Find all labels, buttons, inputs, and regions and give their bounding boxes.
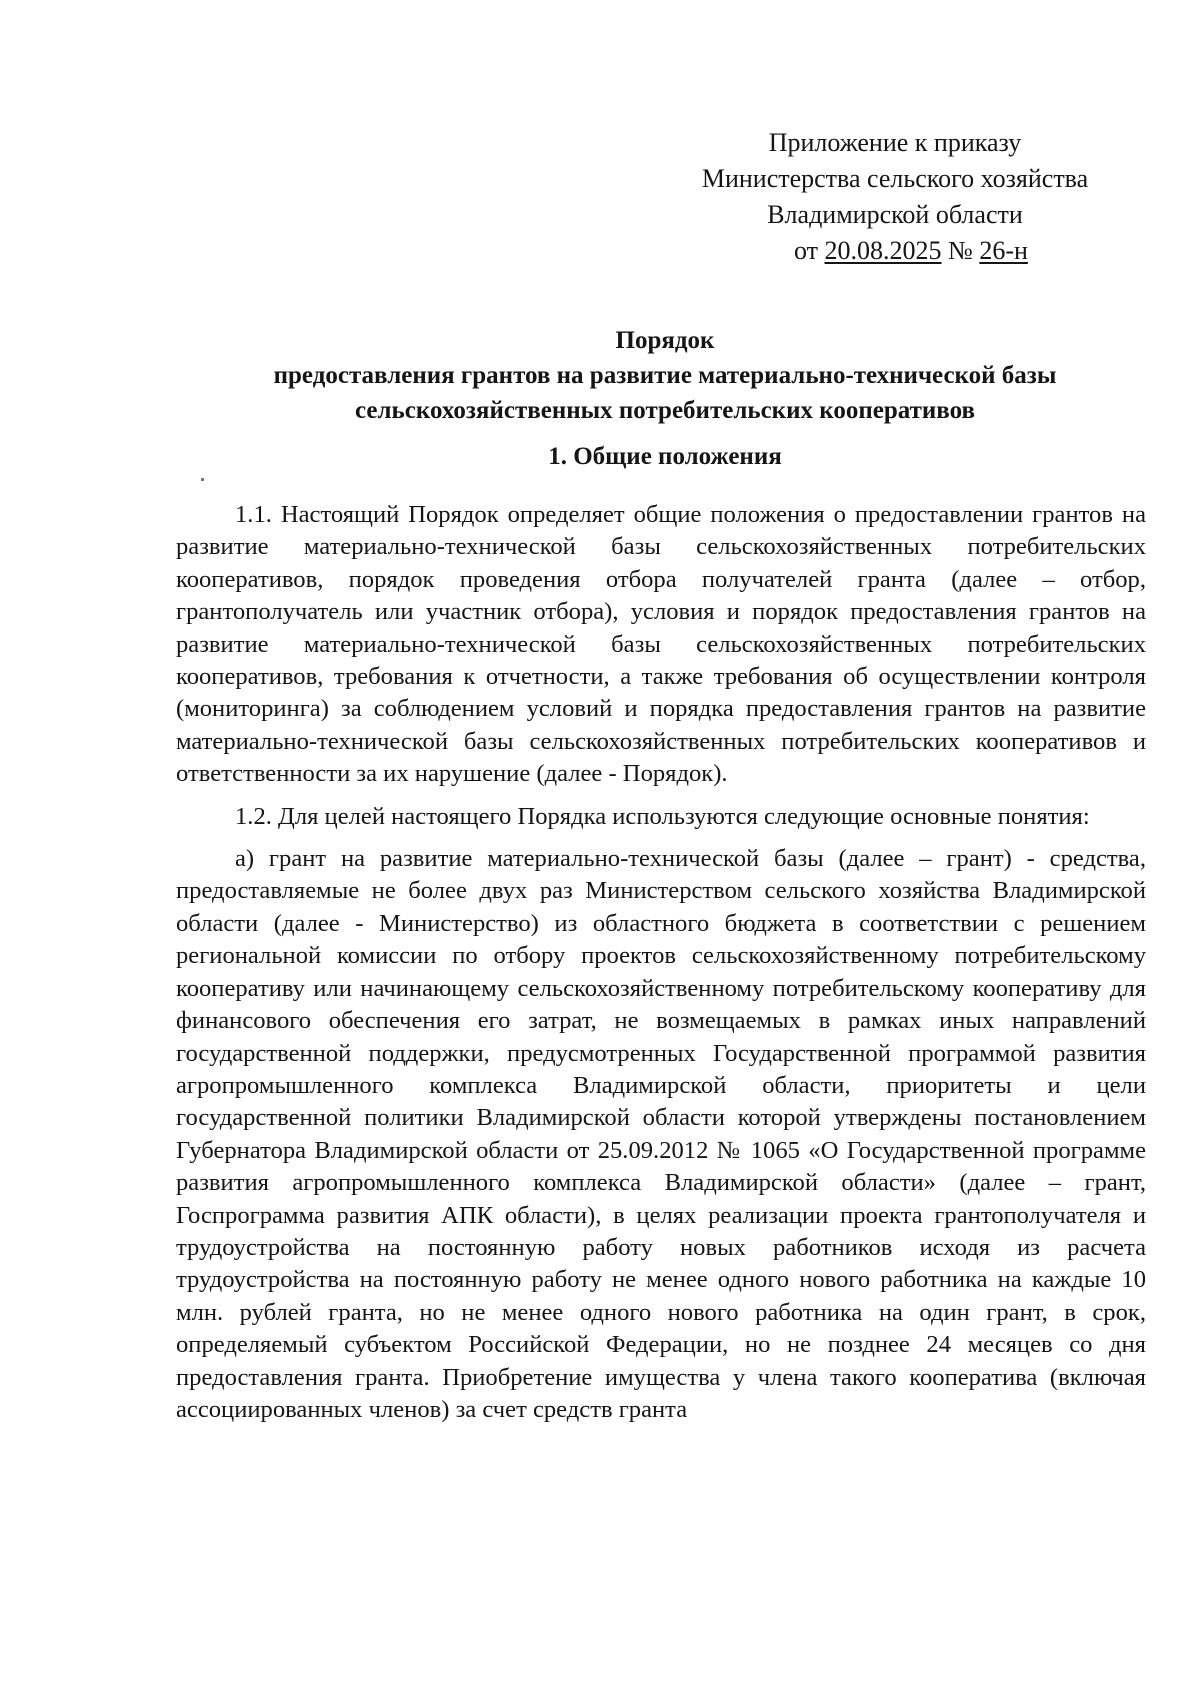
approval-order-line xyxy=(794,234,1028,268)
document-body xyxy=(176,499,1146,1436)
approval-line-1: Приложение к приказу xyxy=(768,128,1022,157)
document-title: Порядок xyxy=(615,327,715,354)
section-heading: 1. Общие положения xyxy=(548,443,782,470)
document-subtitle-line-1: предоставления грантов на развитие материально-технической базы xyxy=(273,362,1057,389)
paragraph-1-2: 1.2. Для целей настоящего Порядка используются следующие основные понятия: xyxy=(235,802,1090,830)
document-subtitle-line-2: сельскохозяйственных потребительских кооперативов xyxy=(355,397,975,424)
order-prefix: от xyxy=(794,236,819,265)
order-number: 26-н xyxy=(979,236,1028,265)
document-title-block xyxy=(180,323,1150,428)
paragraph-definition-a: а) грант на развитие материально-технической базы (далее – грант) - средства, предоставляемые не более двух раз Министерством сельского хозяйства Владимирской области (далее - Министерство) из областного бюджета в соответствии с решением региональной комиссии по отбору проектов сельскохозяйственному потребительскому кооперативу или начинающему сельскохозяйственному потребительскому кооперативу для финансового обеспечения его затрат, не возмещаемых в рамках иных направлений государственной поддержки, предусмотренных Государственной программой развития агропромышленного комплекса Владимирской области, приоритеты и цели государственной политики Владимирской области которой утверждены постановлением Губернатора Владимирской области от 25.09.2012 № 1065 «О Государственной программе развития агропромышленного комплекса Владимирской области» (далее – грант, Госпрограмма развития АПК области), в целях реализации проекта грантополучателя и трудоустройства на постоянную работу новых работников исходя из расчета трудоустройства на постоянную работу не менее одного нового работника на каждые 10 млн. рублей гранта, но не менее одного нового работника на один грант, в срок, определяемый субъектом Российской Федерации, но не позднее 24 месяцев со дня предоставления гранта. Приобретение имущества у члена такого кооператива (включая ассоциированных членов) за счет средств гранта xyxy=(176,845,1146,1423)
approval-line-2: Министерства сельского хозяйства xyxy=(701,164,1089,193)
order-number-sign: № xyxy=(948,236,973,265)
approval-line-3: Владимирской области xyxy=(767,200,1023,229)
approval-stamp xyxy=(660,125,1130,233)
order-date: 20.08.2025 xyxy=(824,236,942,265)
scan-speck xyxy=(201,478,204,481)
paragraph-1-1: 1.1. Настоящий Порядок определяет общие положения о предоставлении грантов на развитие материально-технической базы сельскохозяйственных потребительских кооперативов, порядок проведения отбора получателей гранта (далее – отбор, грантополучатель или участник отбора), условия и порядок предоставления грантов на развитие материально-технической базы сельскохозяйственных потребительских кооперативов, требования к отчетности, а также требования об осуществлении контроля (мониторинга) за соблюдением условий и порядка предоставления грантов на развитие материально-технической базы сельскохозяйственных потребительских кооперативов и ответственности за их нарушение (далее - Порядок). xyxy=(176,501,1146,788)
